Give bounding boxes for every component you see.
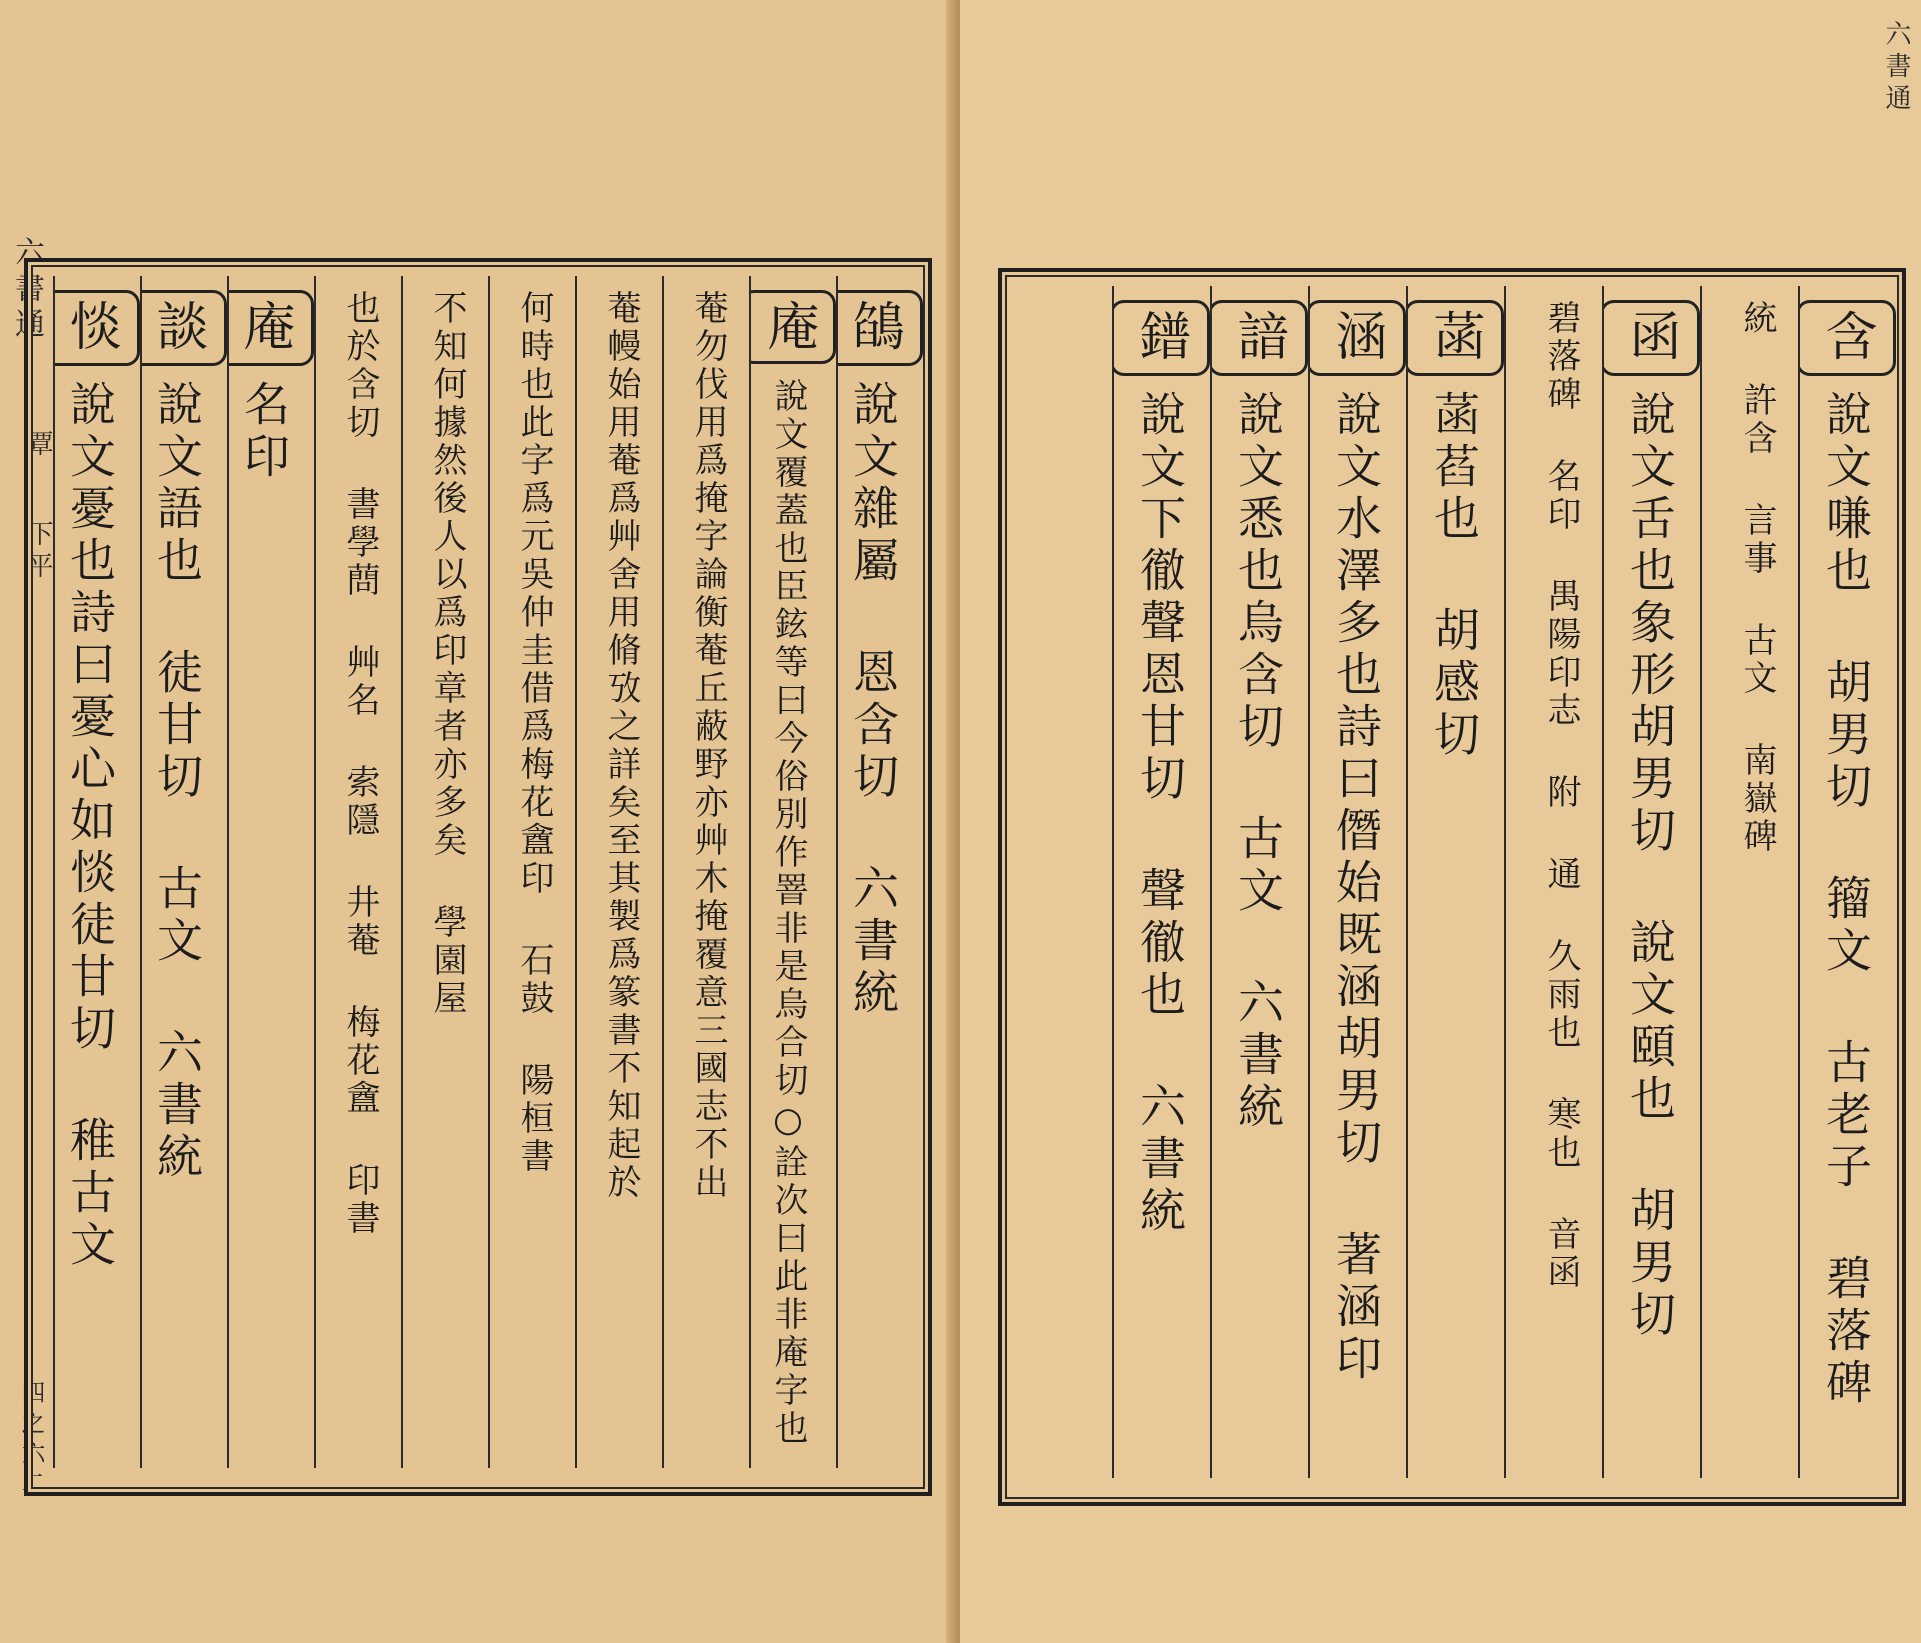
left-column-3 bbox=[662, 276, 749, 1468]
left-column-7 bbox=[314, 276, 401, 1468]
column-head: 庵 bbox=[749, 290, 836, 364]
left-margin-section: 覃 bbox=[23, 430, 53, 462]
column-text: 菴勿伐用爲掩字論衡菴丘蔽野亦艸木掩覆意三國志不出 bbox=[688, 290, 728, 1202]
left-text-frame bbox=[24, 258, 932, 1496]
column-text: 說文舌也象形胡男切 說文頤也 胡男切 bbox=[1623, 390, 1677, 1342]
column-text: 說文嗛也 胡男切 籀文 古老子 碧落碑 bbox=[1819, 390, 1873, 1410]
column-text: 說文覆蓋也臣鉉等曰今俗別作罯非是烏合切○詮次曰此非庵字也 bbox=[768, 378, 808, 1448]
column-head: 鐠 bbox=[1112, 300, 1210, 376]
right-column-6 bbox=[1308, 286, 1406, 1478]
left-column-10 bbox=[53, 276, 140, 1468]
column-head: 談 bbox=[140, 290, 227, 366]
column-text: 說文水澤多也詩曰僭始既涵胡男切 著涵印 bbox=[1329, 390, 1383, 1386]
right-column-3 bbox=[1602, 286, 1700, 1478]
right-column-8 bbox=[1112, 286, 1210, 1478]
column-head: 菡 bbox=[1406, 300, 1504, 376]
column-text: 說文語也 徒甘切 古文 六書統 bbox=[150, 380, 204, 1184]
left-column-6 bbox=[401, 276, 488, 1468]
column-text: 碧落碑 名印 禺陽印志 附 通 久雨也 寒也 音函 bbox=[1541, 300, 1581, 1292]
right-column-blank bbox=[1014, 286, 1112, 1478]
column-head: 含 bbox=[1798, 300, 1896, 376]
column-text: 統 許含 言事 古文 南嶽碑 bbox=[1737, 300, 1777, 856]
column-text: 說文悉也烏含切 古文 六書統 bbox=[1231, 390, 1285, 1134]
column-head: 諳 bbox=[1210, 300, 1308, 376]
right-column-1 bbox=[1798, 286, 1896, 1478]
column-head: 鵮 bbox=[836, 290, 923, 366]
right-page bbox=[960, 0, 1921, 1643]
left-margin-tone: 下平 bbox=[23, 520, 53, 584]
column-text: 名印 bbox=[237, 380, 291, 484]
right-column-4 bbox=[1504, 286, 1602, 1478]
column-head: 函 bbox=[1602, 300, 1700, 376]
left-column-9 bbox=[140, 276, 227, 1468]
left-column-4 bbox=[575, 276, 662, 1468]
column-head: 惔 bbox=[53, 290, 140, 366]
left-page bbox=[0, 0, 960, 1643]
left-folio: 四之六二 bbox=[17, 1380, 45, 1500]
right-text-frame bbox=[998, 268, 1906, 1506]
column-text: 說文憂也詩曰憂心如惔徒甘切 稚古文 bbox=[63, 380, 117, 1272]
right-column-5 bbox=[1406, 286, 1504, 1478]
right-column-2 bbox=[1700, 286, 1798, 1478]
column-text: 說文下徹聲恩甘切 聲徹也 六書統 bbox=[1133, 390, 1187, 1238]
column-head: 涵 bbox=[1308, 300, 1406, 376]
right-column-7 bbox=[1210, 286, 1308, 1478]
column-text: 也於含切 書學蔄 艸名 索隱 井菴 梅花盦 印書 bbox=[340, 290, 380, 1238]
column-text: 說文雜屬 恩含切 六書統 bbox=[846, 380, 900, 1020]
column-text: 何時也此字爲元吳仲圭借爲梅花盦印 石鼓 陽桓書 bbox=[514, 290, 554, 1176]
column-text: 菴幔始用菴爲艸舍用脩攷之詳矣至其製爲篆書不知起於 bbox=[601, 290, 641, 1202]
column-text: 不知何據然後人以爲印章者亦多矣 學園屋 bbox=[427, 290, 467, 1018]
left-column-2 bbox=[749, 276, 836, 1468]
left-margin-title: 六書通 bbox=[9, 236, 44, 344]
column-head: 庵 bbox=[227, 290, 314, 366]
left-column-5 bbox=[488, 276, 575, 1468]
left-column-8 bbox=[227, 276, 314, 1468]
right-margin-title: 六書通 bbox=[1881, 20, 1911, 116]
left-column-1 bbox=[836, 276, 923, 1468]
column-text: 菡萏也 胡感切 bbox=[1427, 390, 1481, 762]
